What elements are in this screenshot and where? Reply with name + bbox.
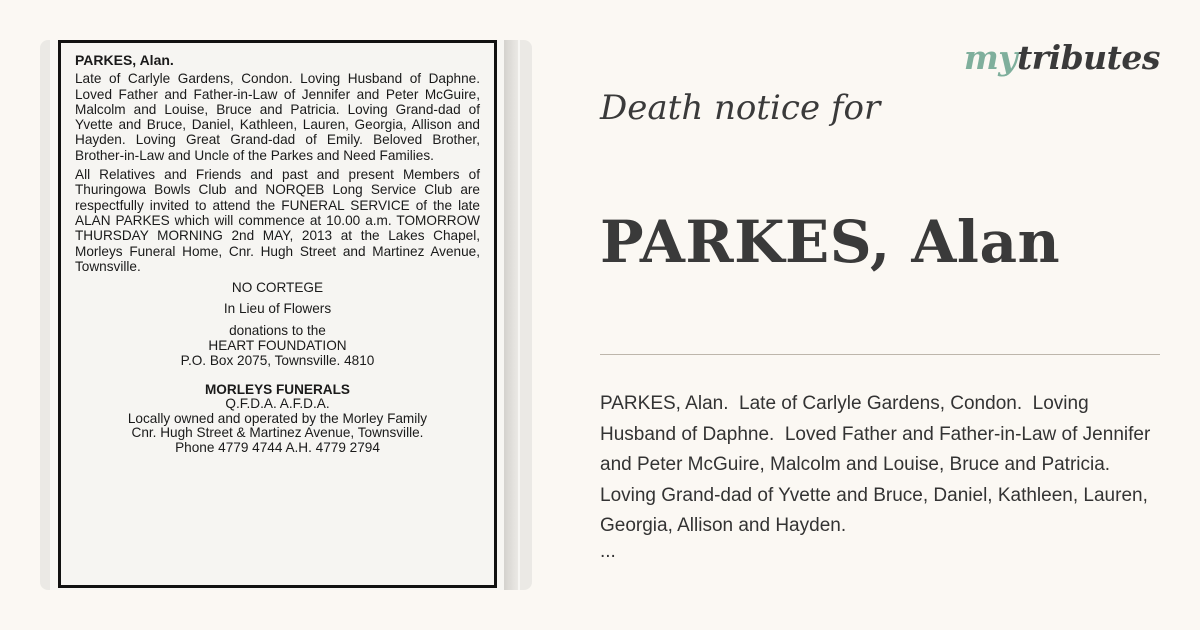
clipping-lieu-of-flowers: In Lieu of Flowers — [223, 301, 332, 317]
notice-excerpt: PARKES, Alan. Late of Carlyle Gardens, Condon. Loving Husband of Daphne. Loved Father and Father-in-Law of Jennifer and Peter McGuire, Malcolm and Louise, Bruce and Patricia. Loving Grand-dad of Yvette and Bruce, Daniel, Kathleen, Lauren, Georgia, Allison and Hayden. — [600, 393, 1156, 536]
clipping-paragraph-service: All Relatives and Friends and past and present Members of Thuringowa Bowls Club and NORQEB Long Service Club are respectfully invited to attend the FUNERAL SERVICE of the late ALAN PARKES which will commence at 10.00 a.m. TOMORROW THURSDAY MORNING 2nd MAY, 2013 at the Lakes Chapel, Morleys Funeral Home, Cnr. Hugh Street and Martinez Avenue, Townsville. — [75, 167, 480, 274]
clipping-edge-shadow — [504, 40, 518, 590]
deceased-name: PARKES, Alan — [600, 208, 1061, 276]
funeral-director-owned: Locally owned and operated by the Morley Family — [127, 410, 428, 426]
logo-tributes: tributes — [1016, 38, 1160, 77]
clipping-donations: donations to the — [229, 322, 326, 338]
funeral-director-address: Cnr. Hugh Street & Martinez Avenue, Townsville. — [131, 425, 424, 441]
funeral-director-association: Q.F.D.A. A.F.D.A. — [225, 396, 330, 412]
clipping-pobox: P.O. Box 2075, Townsville. 4810 — [180, 353, 375, 369]
page-subtitle: Death notice for — [600, 88, 881, 128]
divider — [600, 354, 1160, 355]
clipping-paragraph-family: Late of Carlyle Gardens, Condon. Loving Husband of Daphne. Loved Father and Father-in-Law of Jennifer and Peter McGuire, Malcolm and Louise, Bruce and Patricia. Loving Grand-dad of Yvette and Bruce, Daniel, Kathleen, Lauren, Georgia, Allison and Hayden. Loving Great Grand-dad of Emily. Beloved Brother, Brother-in-Law and Uncle of the Parkes and Need Families. — [75, 71, 480, 163]
clipping-foundation: HEART FOUNDATION — [208, 338, 347, 354]
funeral-director-phone: Phone 4779 4744 A.H. 4779 2794 — [175, 440, 380, 456]
clipping-name: PARKES, Alan. — [75, 52, 174, 68]
funeral-director-block — [75, 383, 480, 456]
newspaper-clipping — [58, 40, 497, 588]
death-notice-image — [40, 40, 532, 590]
logo-my: my — [963, 38, 1017, 77]
excerpt-ellipsis: ... — [600, 541, 616, 562]
funeral-director-name: MORLEYS FUNERALS — [204, 381, 350, 397]
clipping-no-cortege: NO CORTEGE — [231, 280, 324, 296]
mytributes-logo[interactable] — [964, 38, 1160, 77]
